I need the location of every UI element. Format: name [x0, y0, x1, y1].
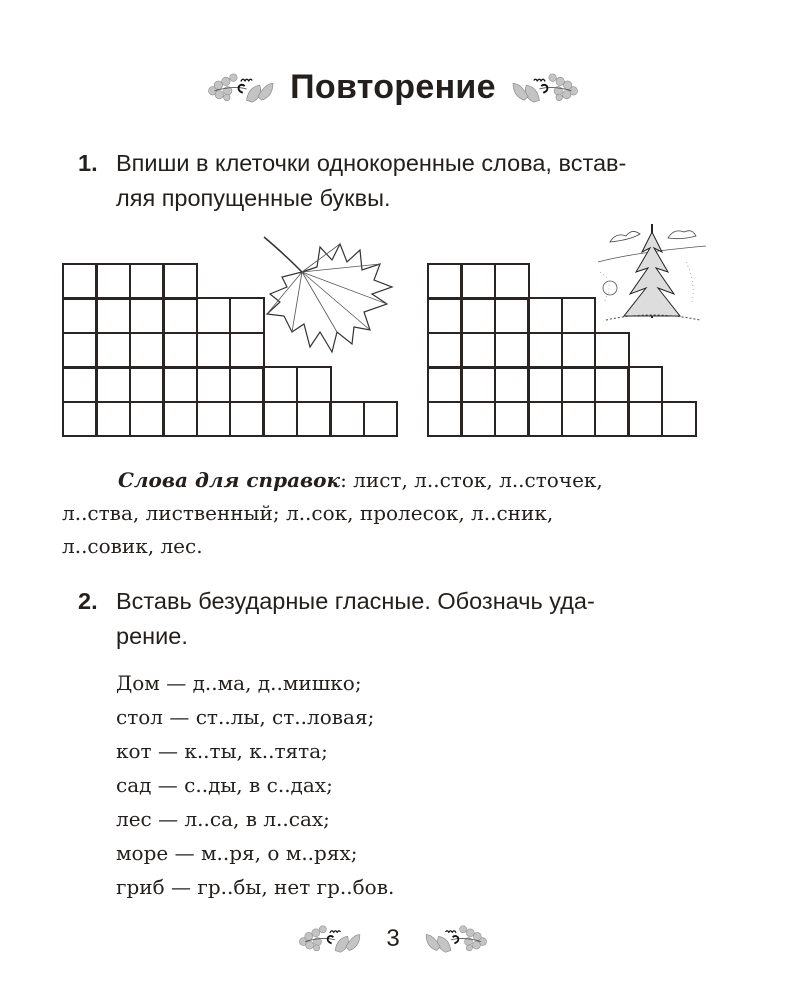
grid-cell[interactable]: [62, 297, 98, 334]
grid-row: [427, 366, 661, 400]
grid-row: [62, 366, 329, 400]
grid-cell[interactable]: [627, 401, 663, 438]
grid-cell[interactable]: [129, 332, 165, 369]
exercise-2-word-list: [116, 666, 394, 904]
grid-row: [62, 401, 396, 435]
footer-ornament-right-icon: [422, 924, 492, 954]
grid-cell[interactable]: [363, 401, 399, 438]
grid-cell[interactable]: [494, 263, 530, 300]
grid-cell[interactable]: [494, 366, 530, 403]
reference-line2: л..ства, лиственный; л..сок, пролесок, л..сник,: [62, 501, 554, 525]
exercise-2-text-line1: Вставь безударные гласные. Обозначь уда-: [116, 588, 595, 614]
grid-cell[interactable]: [95, 401, 131, 438]
exercise-2-instruction: [78, 584, 595, 654]
grid-cell[interactable]: [427, 366, 463, 403]
grid-cell[interactable]: [62, 263, 98, 300]
grid-cell[interactable]: [460, 366, 496, 403]
page-title: Повторение: [290, 68, 496, 106]
grid-cell[interactable]: [627, 366, 663, 403]
grid-cell[interactable]: [162, 332, 198, 369]
page-header: [0, 68, 786, 113]
grid-cell[interactable]: [527, 401, 563, 438]
grid-cell[interactable]: [594, 332, 630, 369]
exercise-1-number: 1.: [78, 150, 98, 176]
grid-cell[interactable]: [296, 401, 332, 438]
grid-cell[interactable]: [95, 332, 131, 369]
exercise-1-instruction: [78, 146, 626, 216]
ornament-left-icon: [204, 72, 276, 104]
grid-cell[interactable]: [427, 401, 463, 438]
grid-cell[interactable]: [494, 401, 530, 438]
word-line: Дом — д..ма, д..мишко;: [116, 671, 362, 695]
word-line: лес — л..са, в л..сах;: [116, 807, 330, 831]
word-line: кот — к..ты, к..тята;: [116, 739, 328, 763]
grid-cell[interactable]: [162, 366, 198, 403]
footer-ornament-left-icon: [294, 924, 364, 954]
grid-row: [427, 332, 627, 366]
grid-cell[interactable]: [196, 401, 232, 438]
grid-cell[interactable]: [460, 401, 496, 438]
grid-cell[interactable]: [196, 297, 232, 334]
grid-row: [62, 263, 196, 297]
reference-line1: : лист, л..сток, л..сточек,: [340, 468, 603, 492]
exercise-1-text-line1: Впиши в клеточки однокоренные слова, встав-: [116, 150, 627, 176]
word-line: море — м..ря, о м..рях;: [116, 841, 358, 865]
grid-cell[interactable]: [594, 366, 630, 403]
grid-cell[interactable]: [229, 332, 265, 369]
grid-cell[interactable]: [162, 263, 198, 300]
grid-cell[interactable]: [95, 366, 131, 403]
grid-cell[interactable]: [494, 332, 530, 369]
grid-cell[interactable]: [62, 332, 98, 369]
grid-cell[interactable]: [561, 297, 597, 334]
grid-cell[interactable]: [95, 263, 131, 300]
grid-cell[interactable]: [561, 366, 597, 403]
grid-cell[interactable]: [460, 332, 496, 369]
page-number: 3: [386, 925, 400, 952]
grid-cell[interactable]: [460, 297, 496, 334]
word-line: стол — ст..лы, ст..ловая;: [116, 705, 375, 729]
reference-words: [62, 464, 603, 563]
word-line: сад — с..ды, в с..дах;: [116, 773, 333, 797]
grid-cell[interactable]: [527, 297, 563, 334]
grid-cell[interactable]: [594, 401, 630, 438]
grid-row: [427, 401, 694, 435]
grid-cell[interactable]: [62, 401, 98, 438]
grid-cell[interactable]: [129, 297, 165, 334]
grid-row: [62, 332, 262, 366]
page-footer: [0, 924, 786, 959]
maple-leaf-illustration: [262, 232, 402, 367]
reference-label: Слова для справок: [118, 468, 341, 492]
grid-cell[interactable]: [427, 263, 463, 300]
grid-cell[interactable]: [561, 332, 597, 369]
grid-cell[interactable]: [262, 366, 298, 403]
grid-cell[interactable]: [162, 401, 198, 438]
exercise-1-text-line2: ляя пропущенные буквы.: [116, 185, 391, 211]
grid-cell[interactable]: [229, 297, 265, 334]
reference-line3: л..совик, лес.: [62, 534, 203, 558]
grid-cell[interactable]: [162, 297, 198, 334]
grid-cell[interactable]: [196, 366, 232, 403]
grid-cell[interactable]: [427, 332, 463, 369]
grid-cell[interactable]: [62, 366, 98, 403]
grid-cell[interactable]: [95, 297, 131, 334]
grid-cell[interactable]: [229, 366, 265, 403]
grid-row: [62, 297, 262, 331]
grid-cell[interactable]: [262, 401, 298, 438]
grid-cell[interactable]: [527, 332, 563, 369]
grid-cell[interactable]: [196, 332, 232, 369]
grid-row: [427, 263, 527, 297]
exercise-2-number: 2.: [78, 588, 98, 614]
grid-cell[interactable]: [229, 401, 265, 438]
grid-cell[interactable]: [129, 401, 165, 438]
grid-cell[interactable]: [460, 263, 496, 300]
grid-cell[interactable]: [427, 297, 463, 334]
grid-cell[interactable]: [329, 401, 365, 438]
grid-cell[interactable]: [129, 263, 165, 300]
grid-cell[interactable]: [527, 366, 563, 403]
word-line: гриб — гр..бы, нет гр..бов.: [116, 875, 395, 899]
fir-tree-landscape-illustration: [596, 222, 708, 332]
grid-row: [427, 297, 594, 331]
grid-cell[interactable]: [129, 366, 165, 403]
grid-cell[interactable]: [296, 366, 332, 403]
ornament-right-icon: [510, 72, 582, 104]
grid-cell[interactable]: [661, 401, 697, 438]
exercise-2-text-line2: рение.: [116, 623, 188, 649]
grid-cell[interactable]: [494, 297, 530, 334]
grid-cell[interactable]: [561, 401, 597, 438]
